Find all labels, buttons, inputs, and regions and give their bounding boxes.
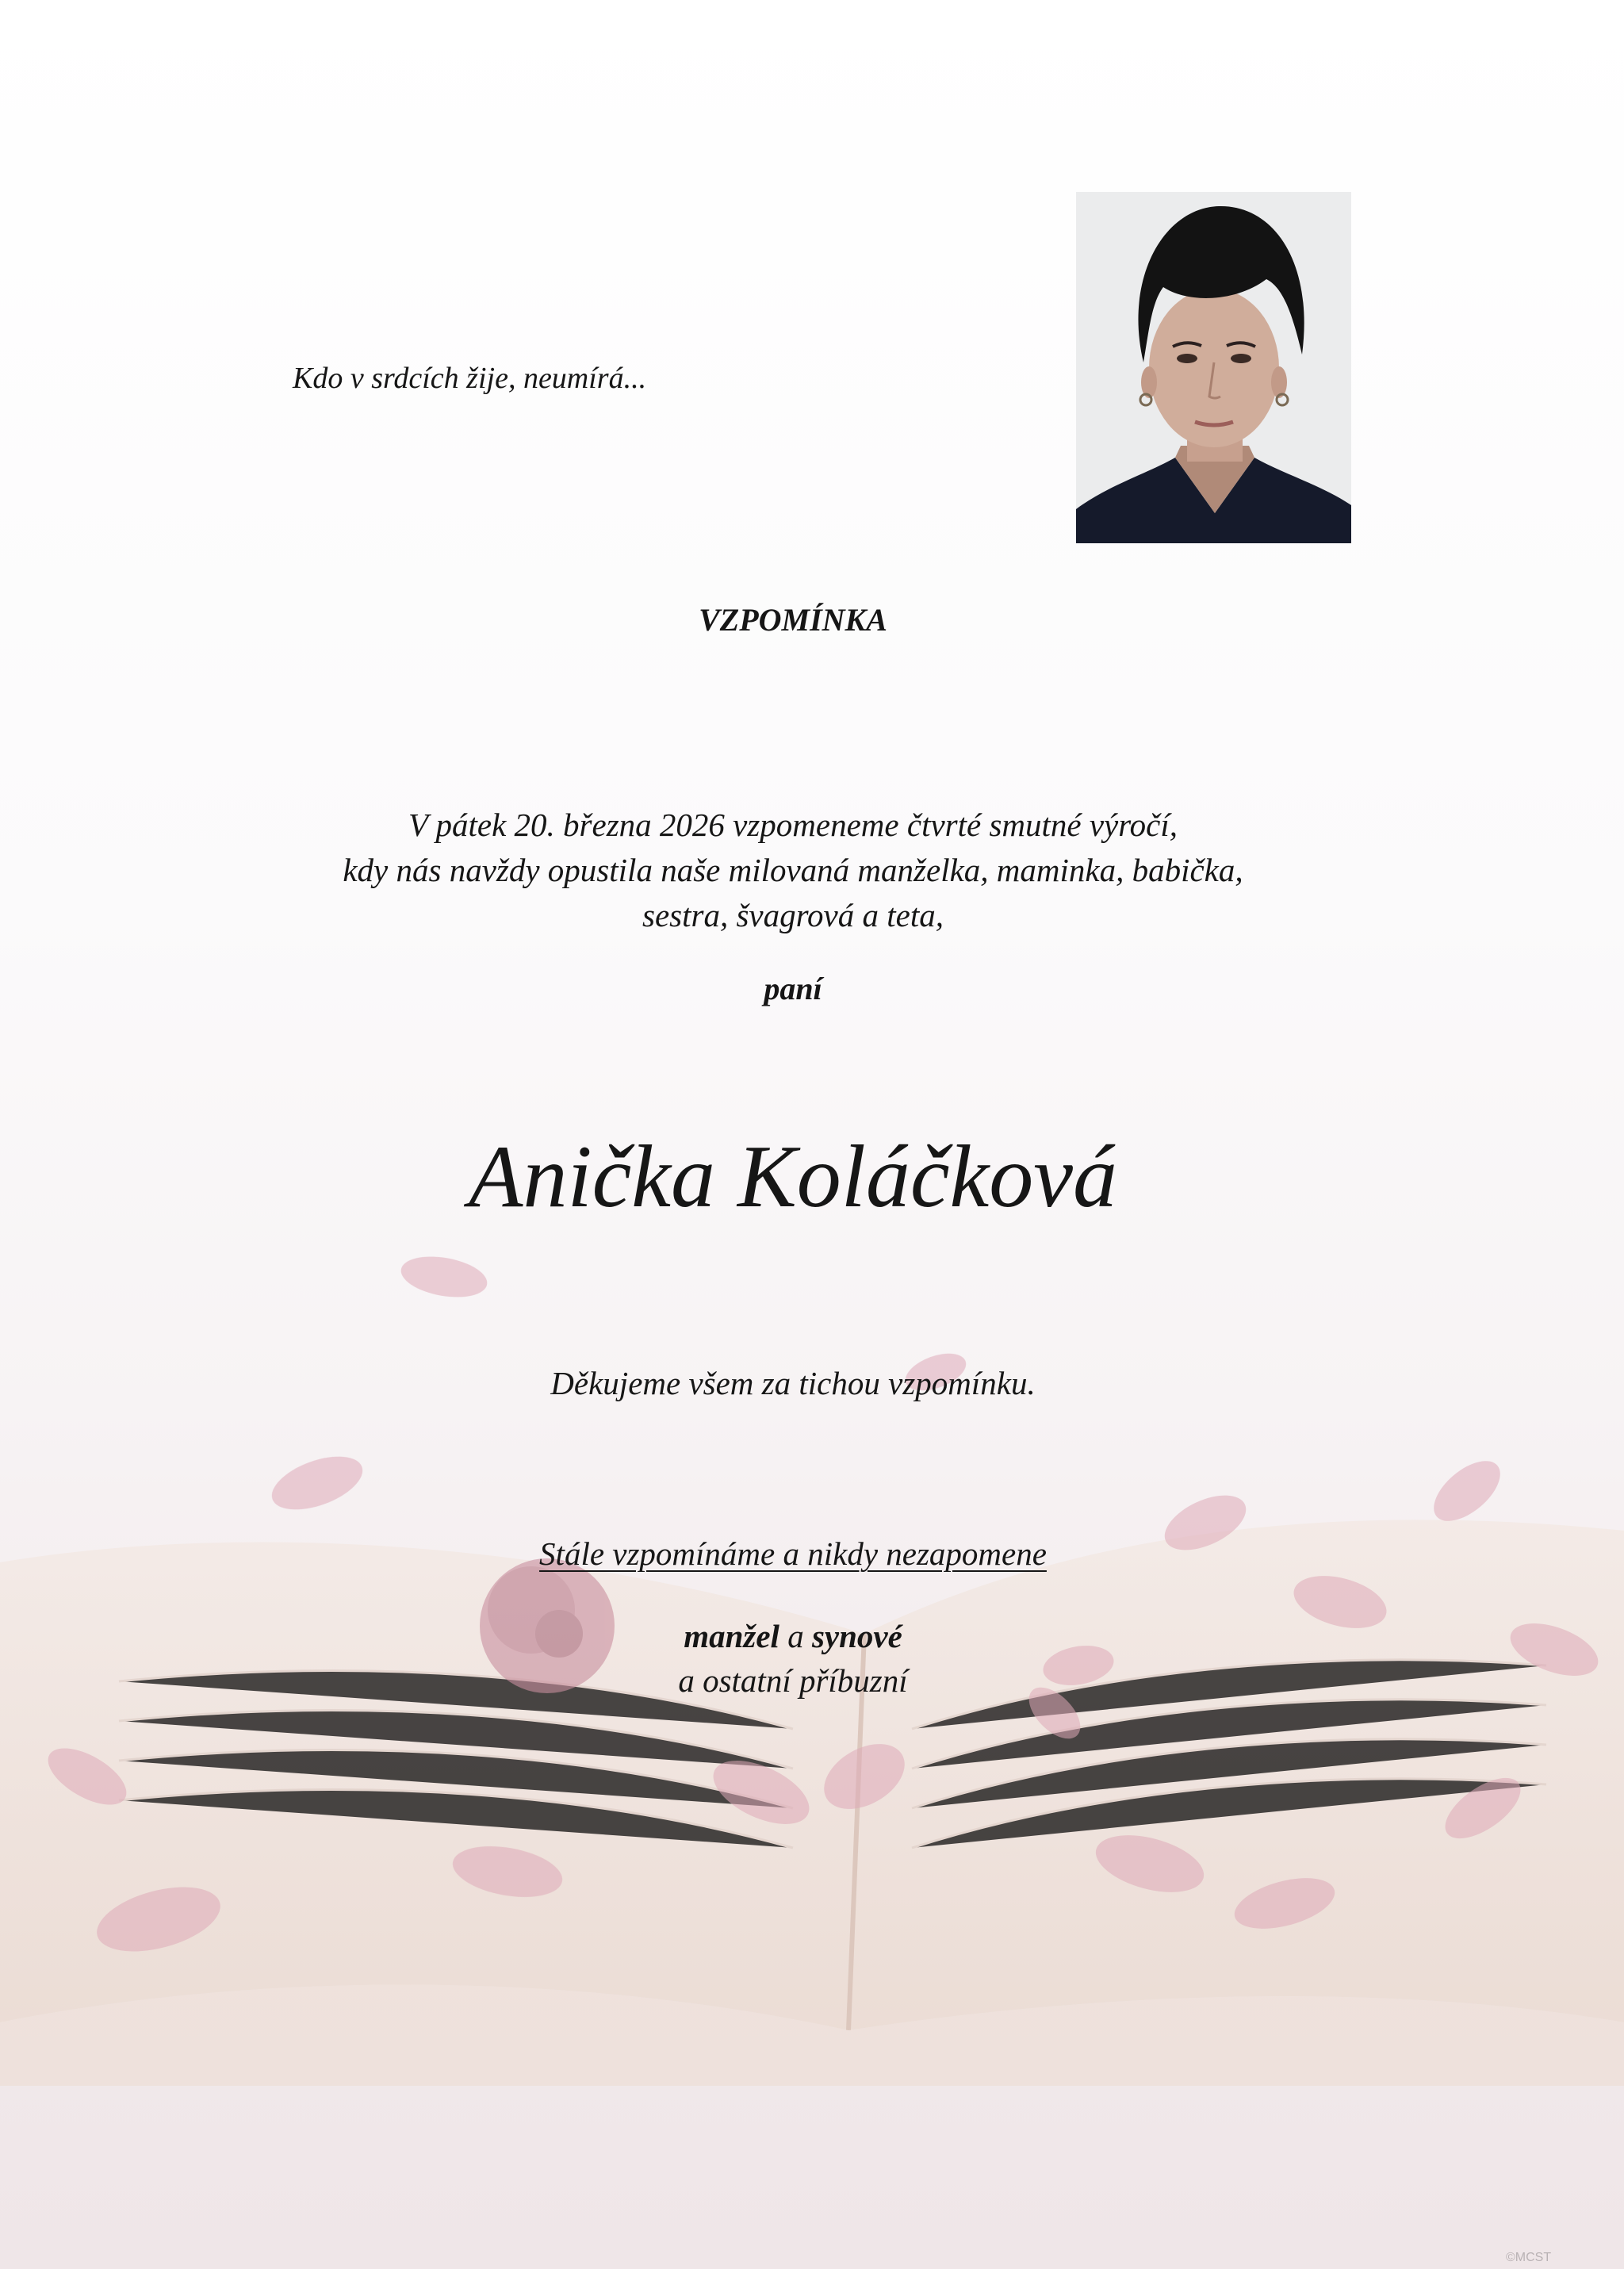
copyright-mark: ©MCST xyxy=(1506,2251,1552,2264)
husband-label: manžel xyxy=(684,1618,779,1654)
announcement-line: sestra, švagrová a teta, xyxy=(642,897,944,933)
portrait-photo xyxy=(1076,192,1351,543)
sons-label: synové xyxy=(811,1618,902,1654)
and-label: a xyxy=(779,1618,812,1654)
remember-line: Stále vzpomínáme a nikdy nezapomene xyxy=(539,1535,1047,1572)
title-word: paní xyxy=(764,971,822,1006)
book-and-petals-background xyxy=(0,1190,1624,2269)
announcement-text xyxy=(0,803,1586,938)
thanks-text: Děkujeme všem za tichou vzpomínku. xyxy=(550,1365,1036,1401)
petal xyxy=(398,1251,491,1303)
family-signature xyxy=(0,1614,1586,1703)
family-line xyxy=(0,1614,1586,1658)
heading: VZPOMÍNKA xyxy=(699,602,887,638)
petal xyxy=(265,1446,370,1520)
petal xyxy=(1423,1450,1511,1532)
portrait-image xyxy=(1076,192,1351,543)
announcement-line: V pátek 20. března 2026 vzpomeneme čtvrté smutné výročí, xyxy=(408,807,1178,843)
relatives-line: a ostatní příbuzní xyxy=(678,1662,908,1699)
announcement-line: kdy nás navždy opustila naše milovaná manželka, maminka, babička, xyxy=(343,852,1243,888)
quote: Kdo v srdcích žije, neumírá... xyxy=(293,362,647,395)
deceased-name: Anička Koláčková xyxy=(469,1128,1117,1226)
